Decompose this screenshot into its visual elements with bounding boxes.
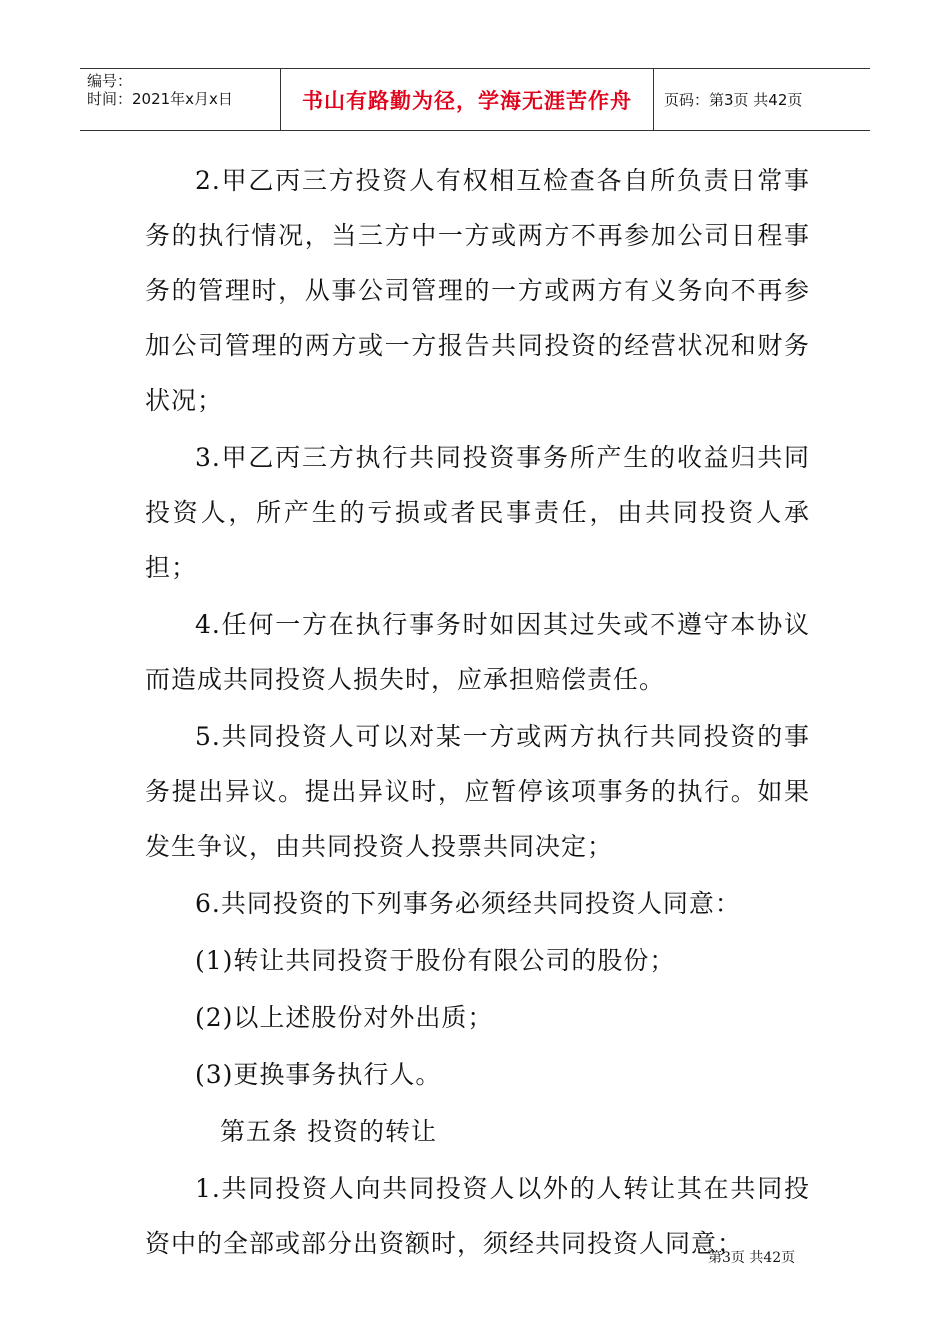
clause-4: 4.任何一方在执行事务时如因其过失或不遵守本协议而造成共同投资人损失时，应承担赔偿责任。 [145, 610, 810, 694]
clause-2: 2.甲乙丙三方投资人有权相互检查各自所负责日常事务的执行情况，当三方中一方或两方不再参加公司日程事务的管理时，从事公司管理的一方或两方有义务向不再参加公司管理的两方或一方报告共同投资的经营状况和财务状况； [145, 166, 810, 415]
list-item-1: (1)转让共同投资于股份有限公司的股份； [195, 946, 676, 975]
header-page-number: 页码：第3页 共42页 [664, 91, 803, 109]
number-label: 编号： [87, 72, 133, 90]
article-5-heading: 第五条 投资的转让 [220, 1117, 437, 1146]
clause-6: 6.共同投资的下列事务必须经共同投资人同意： [195, 889, 741, 918]
list-item-3: (3)更换事务执行人。 [195, 1060, 442, 1089]
clause-5: 5.共同投资人可以对某一方或两方执行共同投资的事务提出异议。提出异议时，应暂停该项事务的执行。如果发生争议，由共同投资人投票共同决定； [145, 722, 810, 861]
document-body [145, 153, 810, 1273]
clause-3: 3.甲乙丙三方执行共同投资事务所产生的收益归共同投资人，所产生的亏损或者民事责任，由共同投资人承担； [145, 443, 810, 582]
list-item-2: (2)以上述股份对外出质； [195, 1003, 494, 1032]
header-meta [80, 69, 281, 130]
article-5-clause-1: 1.共同投资人向共同投资人以外的人转让其在共同投资中的全部或部分出资额时，须经共同投资人同意； [145, 1174, 810, 1258]
page-footer: 第3页 共42页 [708, 1250, 796, 1266]
header-motto: 书山有路勤为径，学海无涯苦作舟 [281, 69, 654, 130]
page-header [80, 68, 870, 131]
date-label: 时间：2021年x月x日 [87, 90, 233, 108]
